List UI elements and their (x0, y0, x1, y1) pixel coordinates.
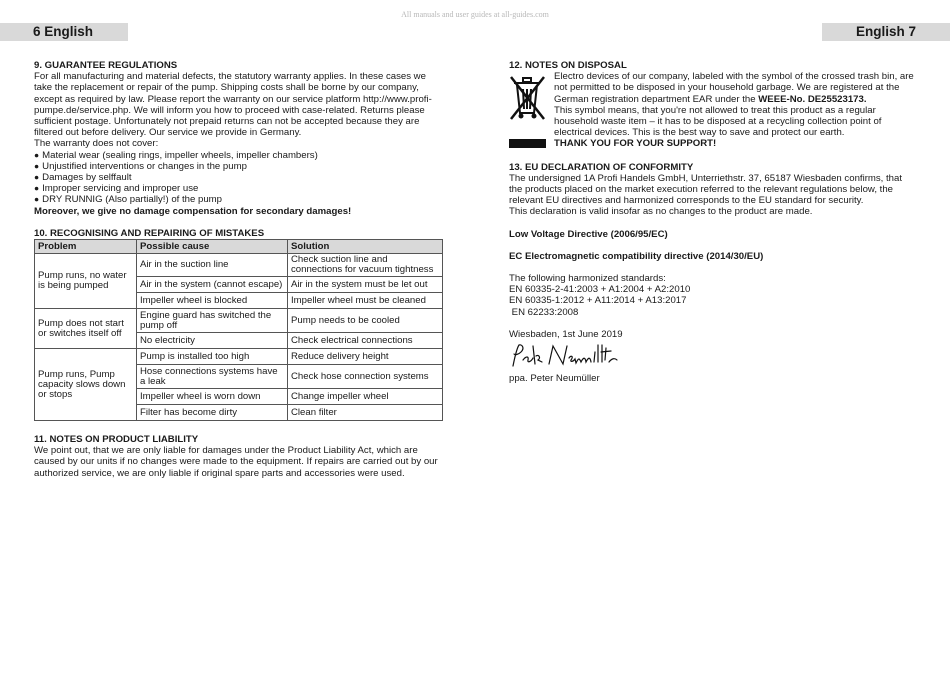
disposal-paragraph: Electro devices of our company, labeled with the symbol of the crossed trash bin, are not permitted to be disposed in your household garbage. We are registered at the German registration department EAR under the WEEE-No. DE25523173. (554, 71, 914, 105)
thank-you-note: THANK YOU FOR YOUR SUPPORT! (554, 138, 717, 150)
solution-cell: Impeller wheel must be cleaned (288, 293, 443, 309)
emc-directive: EC Electromagnetic compatibility directive (2014/30/EU) (509, 250, 764, 262)
declaration-validity: This declaration is valid insofar as no changes to the product are made. (509, 206, 813, 218)
solution-cell: Clean filter (288, 405, 443, 421)
section-12-title: 12. NOTES ON DISPOSAL (509, 60, 627, 71)
table-header-row (35, 240, 443, 254)
low-voltage-directive: Low Voltage Directive (2006/95/EC) (509, 228, 668, 240)
cause-cell: No electricity (137, 333, 288, 349)
section-9-paragraph: For all manufacturing and material defects, the statutory warranty applies. In these cases we take the replacement or repair of the pump. Shipping costs shall be borne by our company, except as required by law. Please report the warranty on our service platform http://www.profi-pumpe.de/service.php. We will inform you how to proceed with case-related. Returns please sufficient postage. Unfortunately not prepaid returns can not be accepted because they are filtered out before delivery. Our service we provide in Germany. (34, 71, 432, 139)
standards-intro: The following harmonized standards: (509, 273, 666, 285)
standard-item: EN 60335-2-41:2003 + A1:2004 + A2:2010 (509, 284, 691, 296)
problem-cell: Pump runs, no water is being pumped (35, 254, 137, 309)
standard-item: EN 62233:2008 (509, 306, 579, 318)
section-9-title: 9. GUARANTEE REGULATIONS (34, 60, 178, 71)
list-item: ● Damages by selffault (34, 172, 439, 183)
place-date: Wiesbaden, 1st June 2019 (509, 328, 623, 340)
list-item: ● Material wear (sealing rings, impeller wheels, impeller chambers) (34, 150, 439, 161)
standard-item: EN 60335-1:2012 + A11:2014 + A13:2017 (509, 295, 687, 307)
list-item: ● Unjustified interventions or changes in the pump (34, 161, 439, 172)
list-item: ● Improper servicing and improper use (34, 183, 439, 194)
cause-cell: Air in the system (cannot escape) (137, 277, 288, 293)
cause-cell: Hose connections systems have a leak (137, 365, 288, 389)
watermark: All manuals and user guides at all-guides.com (401, 10, 549, 19)
page-header-right: English 7 (822, 23, 950, 41)
solution-cell: Check electrical connections (288, 333, 443, 349)
crossed-trash-bin-icon (509, 73, 546, 123)
right-column (509, 60, 917, 384)
cause-cell: Filter has become dirty (137, 405, 288, 421)
page-header-left: 6 English (0, 23, 128, 41)
signature-image (509, 342, 619, 370)
solution-cell: Check hose connection systems (288, 365, 443, 389)
section-11-title: 11. NOTES ON PRODUCT LIABILITY (34, 434, 199, 446)
section-13-title: 13. EU DECLARATION OF CONFORMITY (509, 161, 694, 173)
cause-cell: Air in the suction line (137, 254, 288, 277)
signer-name: ppa. Peter Neumüller (509, 373, 600, 385)
solution-cell: Air in the system must be let out (288, 277, 443, 293)
table-row (35, 349, 443, 365)
column-header-cause: Possible cause (137, 240, 288, 254)
warranty-exclusions-list (34, 150, 439, 206)
problem-cell: Pump does not start or switches itself off (35, 309, 137, 349)
cause-cell: Impeller wheel is worn down (137, 389, 288, 405)
solution-cell: Check suction line and connections for vacuum tightness (288, 254, 443, 277)
solution-cell: Reduce delivery height (288, 349, 443, 365)
black-bar-icon (509, 139, 546, 148)
cause-cell: Engine guard has switched the pump off (137, 309, 288, 333)
cause-cell: Pump is installed too high (137, 349, 288, 365)
list-item: ● DRY RUNNIG (Also partially!) of the pump (34, 194, 439, 205)
section-10-title: 10. RECOGNISING AND REPAIRING OF MISTAKES (34, 227, 265, 239)
table-row (35, 309, 443, 333)
problem-cell: Pump runs, Pump capacity slows down or stops (35, 349, 137, 421)
left-column (34, 60, 439, 479)
solution-cell: Change impeller wheel (288, 389, 443, 405)
declaration-paragraph: The undersigned 1A Profi Handels GmbH, Unterriethstr. 37, 65187 Wiesbaden confirms, that the products placed on the market execution referred to the relevant regulations below, the relevant EU directives and harmonized corresponds to the EU standard for security. (509, 172, 903, 207)
troubleshooting-table (34, 239, 443, 421)
secondary-damages-note: Moreover, we give no damage compensation for secondary damages! (34, 205, 352, 217)
disposal-block (509, 71, 917, 149)
warranty-exclusions-intro: The warranty does not cover: (34, 138, 159, 150)
symbol-meaning-paragraph: This symbol means, that you're not allowed to treat this product as a regular household waste item – it has to be disposed at a recycling collection point of electrical devices. This is the best way to save and protect our earth. (554, 104, 882, 139)
solution-cell: Pump needs to be cooled (288, 309, 443, 333)
section-11-paragraph: We point out, that we are only liable for damages under the Product Liability Act, which are caused by our units if no changes were made to the equipment. If repairs are carried out by our authorized service, we are only liable if original spare parts and accessories were used. (34, 445, 438, 479)
table-row (35, 254, 443, 277)
column-header-solution: Solution (288, 240, 443, 254)
cause-cell: Impeller wheel is blocked (137, 293, 288, 309)
column-header-problem: Problem (35, 240, 137, 254)
